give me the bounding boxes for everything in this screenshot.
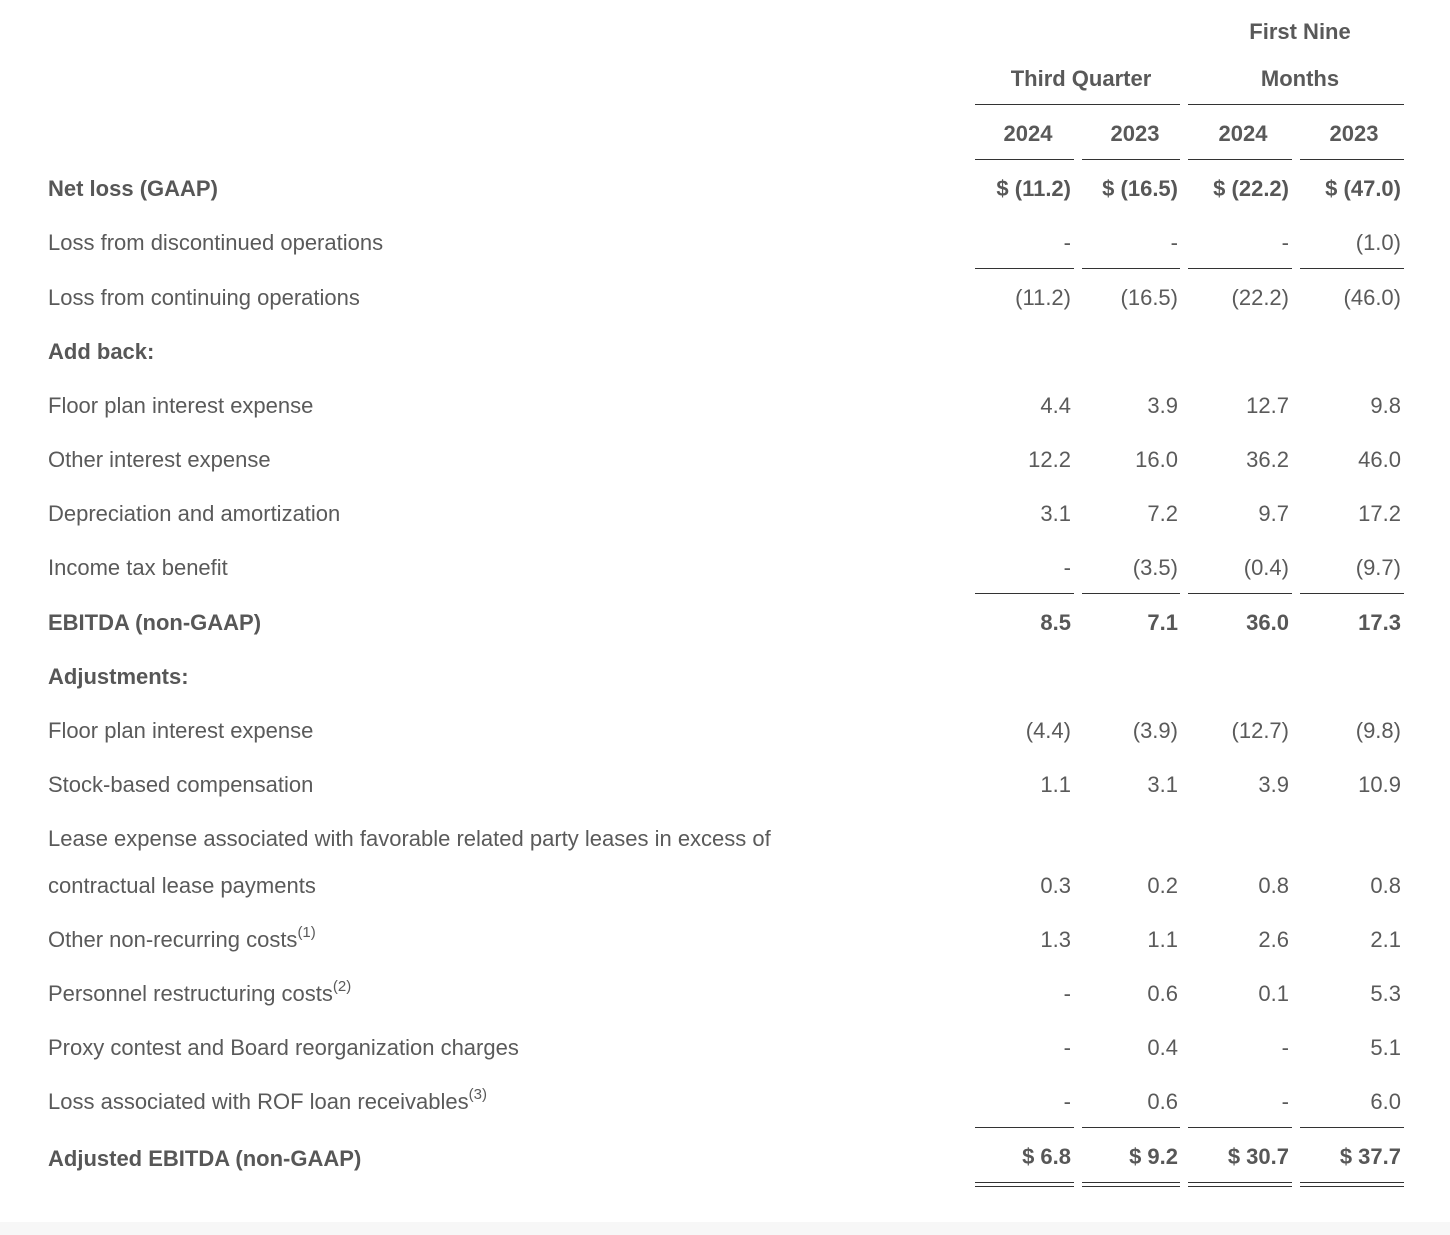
- header-year-q-2023: 2023: [1110, 121, 1160, 146]
- subtotal-line: [1082, 1127, 1180, 1128]
- cell-q-2023: 0.6: [1147, 981, 1178, 1006]
- cell-q-2023: 3.1: [1147, 772, 1178, 797]
- table-row-adjustments-heading: [0, 657, 1450, 697]
- cell-q-2023: 0.6: [1147, 1089, 1178, 1114]
- total-double-line: [1300, 1182, 1404, 1187]
- cell-q-2023: 7.1: [1147, 610, 1178, 635]
- cell-q-2023: 3.9: [1147, 393, 1178, 418]
- row-label: Loss from continuing operations: [48, 285, 360, 310]
- cell-q-2023: $ 9.2: [1129, 1144, 1178, 1169]
- cell-9m-2023: 17.2: [1358, 501, 1401, 526]
- cell-q-2023: 7.2: [1147, 501, 1178, 526]
- cell-9m-2024: 0.8: [1258, 873, 1289, 898]
- cell-q-2023: 16.0: [1135, 447, 1178, 472]
- cell-9m-2024: -: [1281, 1035, 1289, 1060]
- cell-9m-2023: $ (47.0): [1325, 176, 1401, 201]
- cell-9m-2023: 46.0: [1358, 447, 1401, 472]
- cell-q-2024: 1.1: [1040, 772, 1071, 797]
- footnote-marker: (2): [332, 978, 352, 995]
- row-label: [48, 920, 928, 963]
- header-underline-first-nine: [1188, 104, 1404, 105]
- year-underline-2: [1082, 159, 1180, 160]
- row-label-text: Personnel restructuring costs: [48, 981, 333, 1006]
- cell-9m-2024: $ (22.2): [1213, 176, 1289, 201]
- section-heading: Adjustments:: [48, 664, 189, 689]
- cell-9m-2023: $ 37.7: [1339, 1144, 1401, 1169]
- cell-q-2024: -: [1063, 1089, 1071, 1114]
- row-label-text: Other non-recurring costs: [48, 927, 298, 952]
- cell-q-2023: 0.4: [1147, 1035, 1178, 1060]
- table-row-depreciation: [0, 494, 1450, 534]
- year-underline-4: [1300, 159, 1404, 160]
- row-label: Loss from discontinued operations: [48, 230, 384, 255]
- cell-9m-2024: -: [1281, 230, 1289, 255]
- table-row-floor-plan-interest: [0, 386, 1450, 426]
- cell-q-2024: 12.2: [1028, 447, 1071, 472]
- cell-9m-2023: (1.0): [1355, 230, 1401, 255]
- row-label: EBITDA (non-GAAP): [48, 610, 262, 635]
- subtotal-line: [1188, 593, 1292, 594]
- row-label: Adjusted EBITDA (non-GAAP): [48, 1146, 362, 1171]
- cell-9m-2023: 5.3: [1370, 981, 1401, 1006]
- cell-q-2023: 0.2: [1147, 873, 1178, 898]
- table-row-stock-comp: [0, 765, 1450, 805]
- subtotal-line: [975, 268, 1074, 269]
- cell-9m-2023: 9.8: [1370, 393, 1401, 418]
- table-row-income-tax: [0, 548, 1450, 588]
- cell-9m-2024: 2.6: [1258, 927, 1289, 952]
- row-label: Depreciation and amortization: [48, 501, 341, 526]
- table-row-other-non-recurring: [0, 920, 1450, 960]
- row-label: Income tax benefit: [48, 555, 228, 580]
- cell-9m-2024: (22.2): [1231, 285, 1289, 310]
- row-label: [48, 974, 928, 1017]
- cell-q-2024: $ (11.2): [996, 176, 1071, 201]
- cell-q-2024: -: [1063, 230, 1071, 255]
- subtotal-line: [1082, 268, 1180, 269]
- table-row-net-loss: [0, 169, 1450, 209]
- cell-9m-2024: -: [1281, 1089, 1289, 1114]
- subtotal-line: [1188, 1127, 1292, 1128]
- cell-q-2024: -: [1063, 981, 1071, 1006]
- cell-q-2024: 3.1: [1040, 501, 1071, 526]
- row-label: Stock-based compensation: [48, 772, 314, 797]
- cell-q-2024: (11.2): [1015, 285, 1071, 310]
- row-label-line2: contractual lease payments: [48, 873, 316, 898]
- cell-q-2024: (4.4): [1025, 718, 1071, 743]
- table-row-lease-expense: [0, 866, 1450, 906]
- table-row-ebitda: [0, 603, 1450, 643]
- cell-9m-2024: (0.4): [1243, 555, 1289, 580]
- cell-q-2023: (16.5): [1120, 285, 1178, 310]
- cell-9m-2023: 10.9: [1358, 772, 1401, 797]
- cell-9m-2023: 5.1: [1370, 1035, 1401, 1060]
- subtotal-line: [1300, 593, 1404, 594]
- header-year-9m-2023: 2023: [1329, 121, 1379, 146]
- header-underline-third-quarter: [975, 104, 1180, 105]
- row-label: Floor plan interest expense: [48, 718, 314, 743]
- table-row-adjusted-ebitda: [0, 1137, 1450, 1177]
- cell-9m-2023: (9.8): [1355, 718, 1401, 743]
- year-underline-3: [1188, 159, 1292, 160]
- row-label: [48, 1082, 928, 1125]
- cell-q-2023: (3.9): [1132, 718, 1178, 743]
- subtotal-line: [975, 1127, 1074, 1128]
- total-double-line: [1082, 1182, 1180, 1187]
- header-year-9m-2024: 2024: [1218, 121, 1268, 146]
- year-underline-1: [975, 159, 1074, 160]
- cell-q-2024: -: [1063, 1035, 1071, 1060]
- cell-q-2024: -: [1063, 555, 1071, 580]
- row-label-line1: Lease expense associated with favorable related party leases in excess of: [48, 826, 771, 851]
- cell-q-2023: 1.1: [1147, 927, 1178, 952]
- table-row-rof-loan-loss: [0, 1082, 1450, 1122]
- table-row-discontinued-ops: [0, 223, 1450, 263]
- table-row-floor-plan-interest-adj: [0, 711, 1450, 751]
- cell-9m-2024: 36.0: [1246, 610, 1289, 635]
- cell-9m-2023: (46.0): [1343, 285, 1401, 310]
- cell-q-2024: $ 6.8: [1022, 1144, 1071, 1169]
- row-label-text: Loss associated with ROF loan receivables: [48, 1089, 469, 1114]
- header-first-nine-line2: Months: [1260, 66, 1340, 91]
- table-row-add-back-heading: [0, 332, 1450, 372]
- table-row-proxy-contest: [0, 1028, 1450, 1068]
- cell-9m-2024: 12.7: [1246, 393, 1289, 418]
- cell-9m-2024: 36.2: [1246, 447, 1289, 472]
- section-heading: Add back:: [48, 339, 155, 364]
- subtotal-line: [1300, 268, 1404, 269]
- header-third-quarter: Third Quarter: [1010, 66, 1152, 91]
- cell-q-2023: (3.5): [1132, 555, 1178, 580]
- cell-9m-2024: (12.7): [1231, 718, 1289, 743]
- cell-q-2023: $ (16.5): [1102, 176, 1178, 201]
- cell-q-2023: -: [1170, 230, 1178, 255]
- table-row-personnel-restructuring: [0, 974, 1450, 1014]
- cell-9m-2023: 6.0: [1370, 1089, 1401, 1114]
- page-bottom-band: [0, 1222, 1450, 1235]
- cell-q-2024: 0.3: [1040, 873, 1071, 898]
- header-first-nine-line1: First Nine: [1249, 19, 1351, 44]
- subtotal-line: [975, 593, 1074, 594]
- table-row-lease-expense-line1: [0, 819, 1450, 859]
- total-double-line: [1188, 1182, 1292, 1187]
- subtotal-line: [1082, 593, 1180, 594]
- cell-9m-2023: (9.7): [1355, 555, 1401, 580]
- cell-q-2024: 4.4: [1040, 393, 1071, 418]
- footnote-marker: (1): [297, 924, 316, 941]
- table-row-continuing-ops: [0, 278, 1450, 318]
- cell-9m-2024: 0.1: [1258, 981, 1289, 1006]
- cell-9m-2023: 0.8: [1370, 873, 1401, 898]
- subtotal-line: [1300, 1127, 1404, 1128]
- subtotal-line: [1188, 268, 1292, 269]
- row-label: Other interest expense: [48, 447, 271, 472]
- cell-q-2024: 8.5: [1040, 610, 1071, 635]
- row-label: Proxy contest and Board reorganization charges: [48, 1035, 519, 1060]
- row-label: Net loss (GAAP): [48, 176, 218, 201]
- row-label: Floor plan interest expense: [48, 393, 314, 418]
- footnote-marker: (3): [468, 1086, 487, 1103]
- table-row-other-interest: [0, 440, 1450, 480]
- cell-9m-2024: 3.9: [1258, 772, 1289, 797]
- cell-9m-2024: 9.7: [1258, 501, 1289, 526]
- cell-9m-2023: 17.3: [1358, 610, 1401, 635]
- cell-q-2024: 1.3: [1040, 927, 1071, 952]
- cell-9m-2024: $ 30.7: [1227, 1144, 1289, 1169]
- header-year-q-2024: 2024: [1003, 121, 1053, 146]
- cell-9m-2023: 2.1: [1370, 927, 1401, 952]
- total-double-line: [975, 1182, 1074, 1187]
